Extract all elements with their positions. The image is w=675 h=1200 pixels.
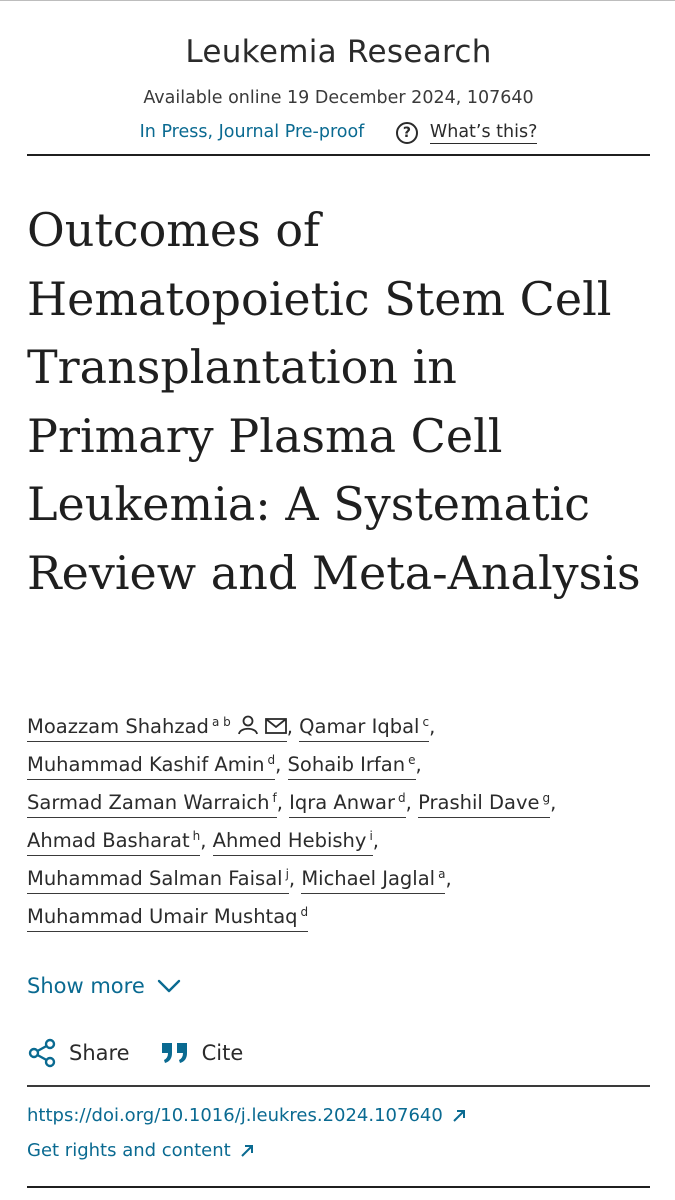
cite-label: Cite [201,1041,244,1065]
whats-this-label: What’s this? [429,122,538,142]
doi-label: https://doi.org/10.1016/j.leukres.2024.107640 [27,1105,443,1126]
availability-line: Available online 19 December 2024, 107640 [143,88,534,108]
author-item: Ahmed Hebishy $^i$, [213,829,379,856]
author-item: Muhammad Salman Faisal $^j$, [27,867,301,894]
action-bar [27,1038,273,1068]
author-item: Qamar Iqbal $^c$, [299,715,435,742]
author-link[interactable]: Sohaib Irfan $^e$ [288,753,416,780]
share-icon [27,1038,57,1068]
rights-link[interactable] [27,1140,254,1161]
status-row [27,122,650,144]
whats-this-button[interactable] [396,122,537,144]
show-more-button[interactable] [27,974,181,998]
author-item: Sarmad Zaman Warraich $^f$, [27,791,289,818]
author-item: Ahmad Basharat $^h$, [27,829,213,856]
journal-title[interactable]: Leukemia Research [185,34,492,70]
header-divider [27,154,650,156]
author-link[interactable]: Sarmad Zaman Warraich $^f$ [27,791,277,818]
person-icon [237,715,259,735]
author-link[interactable]: Muhammad Kashif Amin $^d$ [27,753,275,780]
question-icon: ? [396,122,418,144]
share-button[interactable] [27,1038,130,1068]
author-item: Prashil Dave $^g$, [418,791,556,818]
author-link[interactable]: Qamar Iqbal $^c$ [299,715,429,742]
chevron-down-icon [157,979,181,993]
author-link[interactable]: Michael Jaglal $^a$ [301,867,445,894]
external-arrow-icon [240,1144,254,1158]
author-item: Moazzam Shahzad $^{a b}$ , [27,715,299,742]
envelope-icon [265,717,287,735]
author-list [27,708,657,936]
share-label: Share [69,1041,130,1065]
external-arrow-icon [452,1109,466,1123]
in-press-link[interactable]: In Press, Journal Pre-proof [139,122,365,142]
author-link[interactable]: Moazzam Shahzad $^{a b}$ [27,715,287,742]
cite-button[interactable] [160,1040,244,1066]
show-more-label: Show more [27,974,145,998]
actions-divider [27,1085,650,1087]
author-link[interactable]: Prashil Dave $^g$ [418,791,550,818]
author-item: Michael Jaglal $^a$, [301,867,451,894]
top-divider [0,0,675,1]
rights-label: Get rights and content [27,1140,231,1161]
doi-link[interactable] [27,1105,466,1126]
author-item [27,905,308,932]
author-link[interactable]: Muhammad Salman Faisal $^j$ [27,867,289,894]
quote-icon [160,1040,190,1066]
bottom-divider [27,1186,650,1188]
author-link[interactable]: Iqra Anwar $^d$ [289,791,406,818]
author-link[interactable]: Ahmad Basharat $^h$ [27,829,200,856]
author-item: Iqra Anwar $^d$, [289,791,418,818]
author-link[interactable]: Muhammad Umair Mushtaq $^d$ [27,905,308,932]
author-item: Muhammad Kashif Amin $^d$, [27,753,288,780]
author-item: Sohaib Irfan $^e$, [288,753,422,780]
article-title: Outcomes of Hematopoietic Stem Cell Transplantation in Primary Plasma Cell Leukemia: A Systematic Review and Meta-Analysis [27,203,641,600]
author-link[interactable]: Ahmed Hebishy $^i$ [213,829,373,856]
